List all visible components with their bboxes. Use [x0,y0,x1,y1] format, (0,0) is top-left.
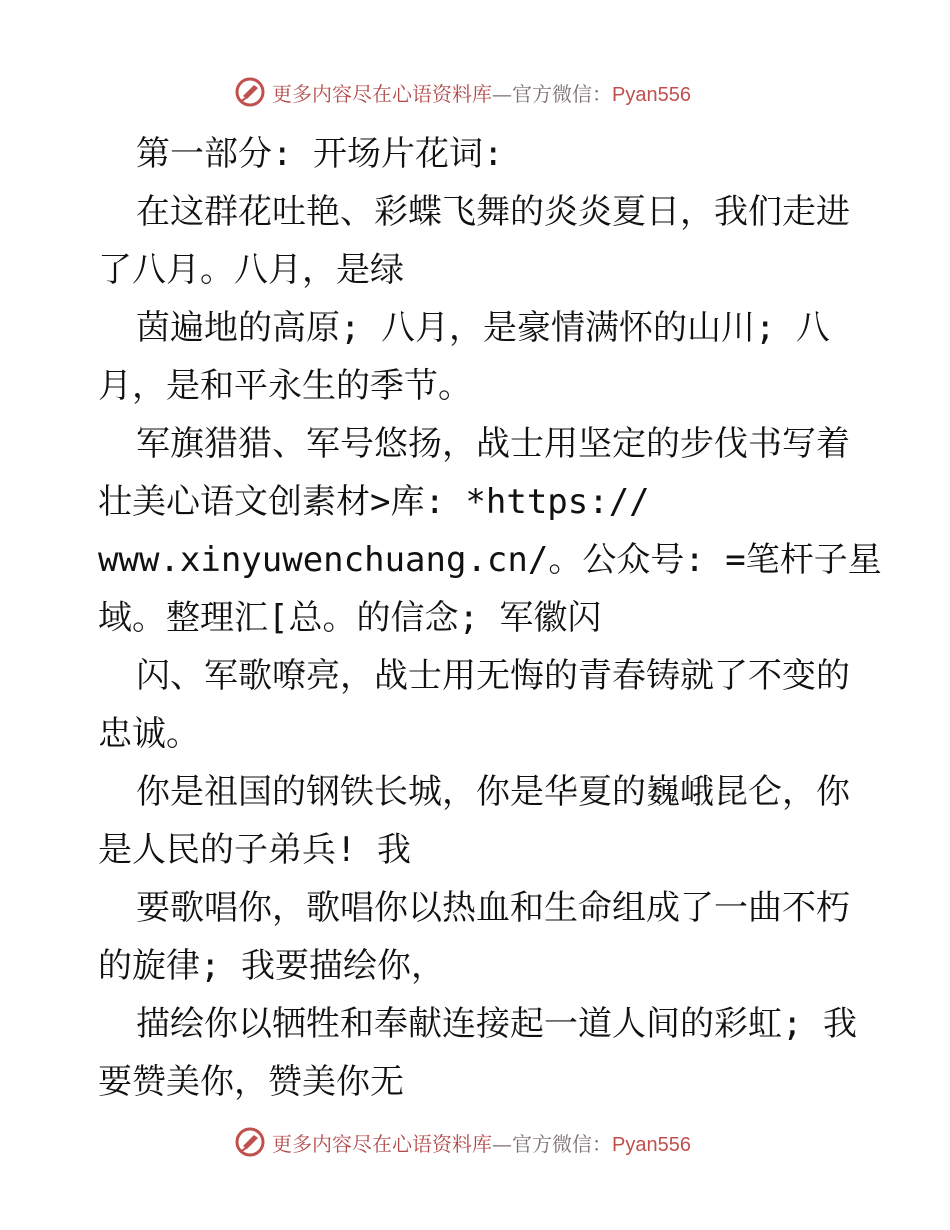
banner-text [272,78,691,107]
banner-wechat-label: 官方微信： [512,81,612,106]
text-line: 月，是和平永生的季节。 [98,366,472,406]
text-line: 的旋律; 我要描绘你， [98,946,445,986]
text-line: 忠诚。 [98,714,200,754]
text-line: 茵遍地的高原; 八月，是豪情满怀的山川; 八 [136,308,830,348]
banner-dash: — [492,81,512,106]
banner-wechat-id: Pyan556 [612,83,691,106]
banner-wechat-id: Pyan556 [612,1133,691,1156]
text-line: 军旗猎猎、军号悠扬，战士用坚定的步伐书写着 [136,424,850,464]
banner-wechat-label: 官方微信： [512,1131,612,1156]
text-line: 要歌唱你，歌唱你以热血和生命组成了一曲不朽 [136,888,850,928]
logo-icon [234,1126,266,1158]
body-text [98,125,882,1111]
banner-main: 更多内容尽在心语资料库 [272,1131,492,1156]
text-line: 壮美心语文创素材>库: *https:// [98,482,650,522]
banner-text [272,1128,691,1157]
text-line: 第一部分: 开场片花词: [136,134,504,174]
banner-main: 更多内容尽在心语资料库 [272,81,492,106]
footer-banner [0,1122,950,1162]
text-line: 描绘你以牺牲和奉献连接起一道人间的彩虹; 我 [136,1004,857,1044]
text-line: www.xinyuwenchuang.cn/。公众号: =笔杆子星 [98,540,882,580]
logo-icon [234,76,266,108]
text-line: 闪、军歌嘹亮，战士用无悔的青春铸就了不变的 [136,656,850,696]
text-line: 要赞美你，赞美你无 [98,1062,404,1102]
text-line: 域。整理汇[总。的信念; 军徽闪 [98,598,602,638]
text-line: 是人民的子弟兵! 我 [98,830,411,870]
header-banner [0,72,950,112]
text-line: 在这群花吐艳、彩蝶飞舞的炎炎夏日，我们走进 [136,192,850,232]
banner-dash: — [492,1131,512,1156]
text-line: 了八月。八月，是绿 [98,250,404,290]
text-line: 你是祖国的钢铁长城，你是华夏的巍峨昆仑，你 [136,772,850,812]
